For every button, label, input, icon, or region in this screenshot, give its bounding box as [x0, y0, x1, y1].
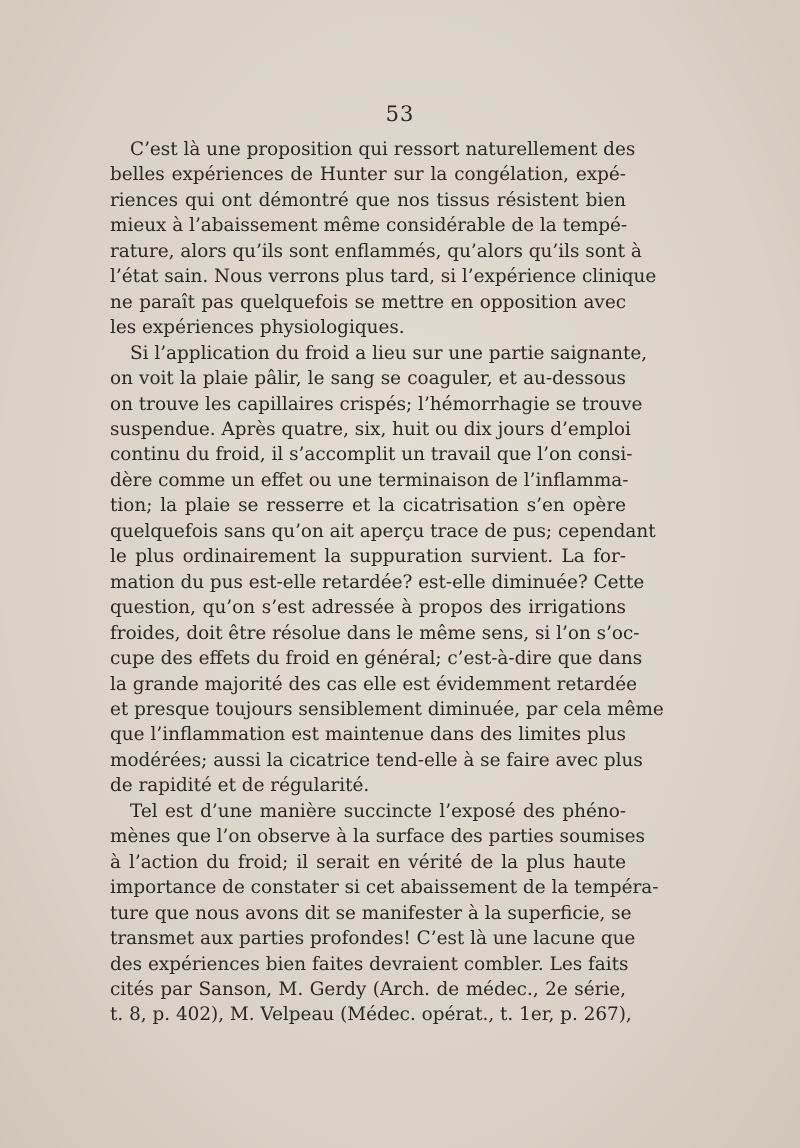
text-line: t. 8, p. 402), M. Velpeau (Médec. opérat., t. 1er, p. 267), — [110, 1004, 632, 1026]
text-line: mation du pus est-elle retardée? est-elle diminuée? Cette — [110, 571, 645, 593]
text-line: l’état sain. Nous verrons plus tard, si l’expérience clinique — [110, 266, 657, 288]
text-line: tion; la plaie se resserre et la cicatrisation s’en opère — [110, 495, 626, 517]
text-line: à l’action du froid; il serait en vérité de la plus haute — [110, 851, 626, 873]
page-number: 53 — [385, 102, 415, 126]
text-line: cupe des effets du froid en général; c’est-à-dire que dans — [110, 648, 643, 670]
text-line: on trouve les capillaires crispés; l’hémorrhagie se trouve — [110, 393, 643, 415]
text-line: des expériences bien faites devraient combler. Les faits — [110, 953, 629, 975]
text-line: belles expériences de Hunter sur la congélation, expé- — [110, 164, 626, 186]
text-line: dère comme un effet ou une terminaison de l’inflamma- — [110, 469, 629, 491]
text-line: que l’inflammation est maintenue dans des limites plus — [110, 724, 626, 746]
text-line: Tel est d’une manière succincte l’exposé des phéno- — [130, 800, 626, 822]
text-line: transmet aux parties profondes! C’est là une lacune que — [110, 928, 636, 950]
text-line: de rapidité et de régularité. — [110, 775, 370, 797]
text-line: riences qui ont démontré que nos tissus résistent bien — [110, 189, 626, 211]
text-line: le plus ordinairement la suppuration survient. La for- — [110, 546, 626, 568]
text-line: suspendue. Après quatre, six, huit ou dix jours d’emploi — [110, 418, 631, 440]
text-line: rature, alors qu’ils sont enflammés, qu’alors qu’ils sont à — [110, 240, 642, 262]
text-line: importance de constater si cet abaissement de la tempéra- — [110, 877, 659, 899]
body-text — [110, 137, 664, 1028]
text-line: cités par Sanson, M. Gerdy (Arch. de médec., 2e série, — [110, 978, 626, 1000]
text-line: froides, doit être résolue dans le même sens, si l’on s’oc- — [110, 622, 640, 644]
text-line: on voit la plaie pâlir, le sang se coaguler, et au-dessous — [110, 368, 626, 390]
text-line: la grande majorité des cas elle est évidemment retardée — [110, 673, 637, 695]
text-line: mieux à l’abaissement même considérable de la tempé- — [110, 215, 628, 237]
text-line: et presque toujours sensiblement diminuée, par cela même — [110, 698, 664, 720]
text-line: quelquefois sans qu’on ait aperçu trace de pus; cependant — [110, 520, 656, 542]
text-line: ture que nous avons dit se manifester à la superficie, se — [110, 902, 632, 924]
text-line: question, qu’on s’est adressée à propos des irrigations — [110, 597, 626, 619]
text-line: C’est là une proposition qui ressort naturellement des — [130, 139, 636, 160]
text-line: Si l’application du froid a lieu sur une partie saignante, — [130, 342, 648, 364]
text-line: modérées; aussi la cicatrice tend-elle à se faire avec plus — [110, 749, 643, 771]
text-line: mènes que l’on observe à la surface des parties soumises — [110, 826, 645, 848]
text-line: ne paraît pas quelquefois se mettre en opposition avec — [110, 291, 626, 313]
text-line: continu du froid, il s’accomplit un travail que l’on consi- — [110, 444, 633, 466]
text-line: les expériences physiologiques. — [110, 317, 405, 339]
